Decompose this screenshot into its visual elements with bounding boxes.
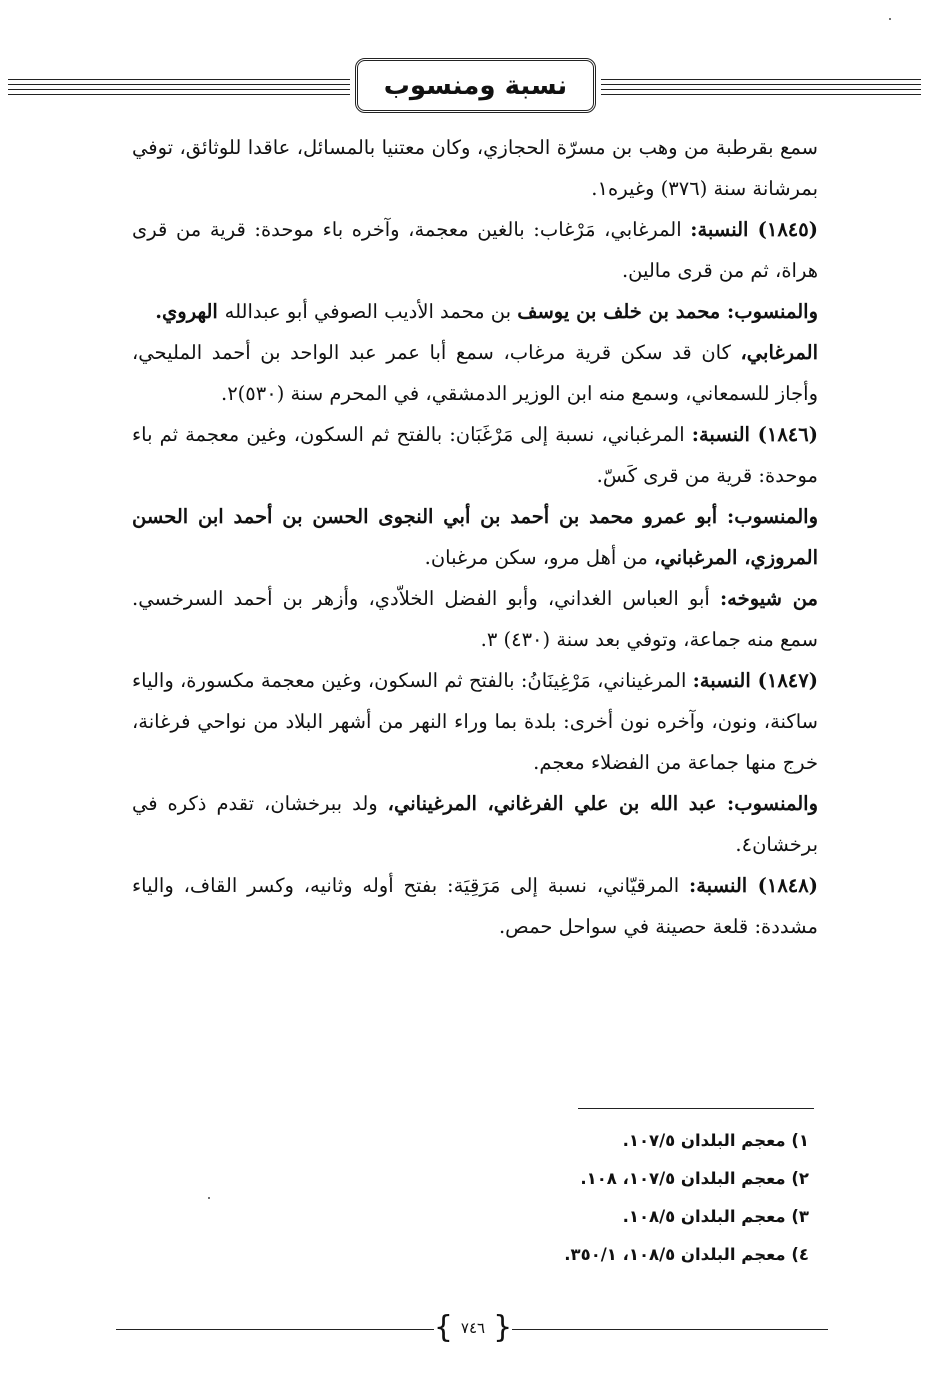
paragraph-1847-nisba <box>132 660 818 783</box>
entry-number-label: (١٨٤٥) النسبة: <box>690 218 818 241</box>
paragraph-1846-nisba <box>132 414 818 496</box>
paragraph-1845-mansub <box>132 291 818 332</box>
footnote-2: ٢) معجم البلدان ١٠٧/٥، ١٠٨. <box>580 1169 809 1188</box>
paragraph-text: أبو العباس الغداني، وأبو الفضل الخلاّدي، وأزهر بن أحمد السرخسي. سمع منه جماعة، وتوفي بعد سنة (٤٣٠) ٣. <box>132 587 818 651</box>
left-brace-icon: { <box>433 1310 453 1345</box>
entry-number-label: (١٨٤٦) النسبة: <box>691 423 818 446</box>
page-body <box>132 127 818 947</box>
paragraph-1845-bio <box>132 332 818 414</box>
paragraph-1848-nisba <box>132 865 818 947</box>
paragraph-1846-shuyukh <box>132 578 818 660</box>
paragraph-text: المرغيناني، مَرْغِينَانُ: بالفتح ثم السكون، وغين معجمة مكسورة، والياء ساكنة، ونون، وآخره نون أخرى: بلدة بما وراء النهر من أشهر البلاد من نواحي فرغانة، خرج منها جماعة من الفضلاء معجم. <box>132 669 818 774</box>
scan-speck <box>208 1197 210 1199</box>
footnote-3: ٣) معجم البلدان ١٠٨/٥. <box>622 1207 809 1226</box>
entry-number-label: (١٨٤٨) النسبة: <box>689 874 818 897</box>
paragraph-text: سمع بقرطبة من وهب بن مسرّة الحجازي، وكان معتنيا بالمسائل، عاقدا للوثائق، توفي بمرشانة سنة (٣٧٦) وغيره١. <box>132 136 818 200</box>
page-number-box <box>433 1310 513 1345</box>
paragraph-text: المرغابي، مَرْغاب: بالغين معجمة، وآخره باء موحدة: قرية من قرى هراة، ثم من قرى مالين. <box>132 218 818 282</box>
footnote-1: ١) معجم البلدان ١٠٧/٥. <box>622 1131 809 1150</box>
header-rule-right-2 <box>601 84 921 85</box>
header-rule-right-1 <box>601 79 921 80</box>
mansub-name-tail: الهروي. <box>155 300 225 323</box>
right-brace-icon: } <box>493 1310 513 1345</box>
paragraph-1 <box>132 127 818 209</box>
footer-rule-right <box>512 1329 828 1330</box>
running-header <box>355 58 596 113</box>
shuyukh-lead: من شيوخه: <box>719 587 818 610</box>
header-rule-left-1 <box>8 79 350 80</box>
footnote-4: ٤) معجم البلدان ١٠٨/٥، ٣٥٠/١. <box>564 1245 809 1264</box>
paragraph-1846-mansub <box>132 496 818 578</box>
entry-number-label: (١٨٤٧) النسبة: <box>692 669 818 692</box>
paragraph-text: المرغباني، نسبة إلى مَرْغَبَان: بالفتح ثم السكون، وغين معجمة ثم باء موحدة: قرية من قرى كَسّ. <box>132 423 818 487</box>
mansub-name: والمنسوب: عبد الله بن علي الفرغاني، المرغيناني، <box>387 792 819 815</box>
paragraph-1847-mansub <box>132 783 818 865</box>
bio-lead: المرغابي، <box>740 341 818 364</box>
mansub-name: والمنسوب: محمد بن خلف بن يوسف <box>517 300 818 323</box>
paragraph-1845-nisba <box>132 209 818 291</box>
page-number: ٧٤٦ <box>460 1319 486 1337</box>
mansub-name: والمنسوب: أبو عمرو محمد بن أحمد بن أبي النجوى الحسن بن أحمد ابن الحسن المروزي، المرغباني، <box>132 505 818 569</box>
footnote-separator <box>578 1108 814 1109</box>
footnotes <box>409 1122 809 1274</box>
header-rule-right-3 <box>601 89 921 90</box>
paragraph-text: كان قد سكن قرية مرغاب، سمع أبا عمر عبد الواحد بن أحمد المليحي، وأجاز للسمعاني، وسمع منه ابن الوزير الدمشقي، في المحرم سنة (٥٣٠)٢. <box>132 341 818 405</box>
running-header-title: نسبة ومنسوب <box>383 70 568 101</box>
paragraph-text: المرقيّاني، نسبة إلى مَرَقِيَة: بفتح أوله وثانيه، وكسر القاف، والياء مشددة: قلعة حصينة في سواحل حمص. <box>132 874 818 938</box>
scan-speck <box>889 18 891 20</box>
paragraph-text: من أهل مرو، سكن مرغبان. <box>424 546 655 569</box>
header-rule-left-4 <box>8 94 350 95</box>
footer-rule-left <box>116 1329 434 1330</box>
header-rule-left-2 <box>8 84 350 85</box>
header-rule-right-4 <box>601 94 921 95</box>
paragraph-text: ولد ببرخشان، تقدم ذكره في برخشان٤. <box>132 792 818 856</box>
header-rule-left-3 <box>8 89 350 90</box>
paragraph-text: بن محمد الأديب الصوفي أبو عبدالله <box>224 300 518 323</box>
